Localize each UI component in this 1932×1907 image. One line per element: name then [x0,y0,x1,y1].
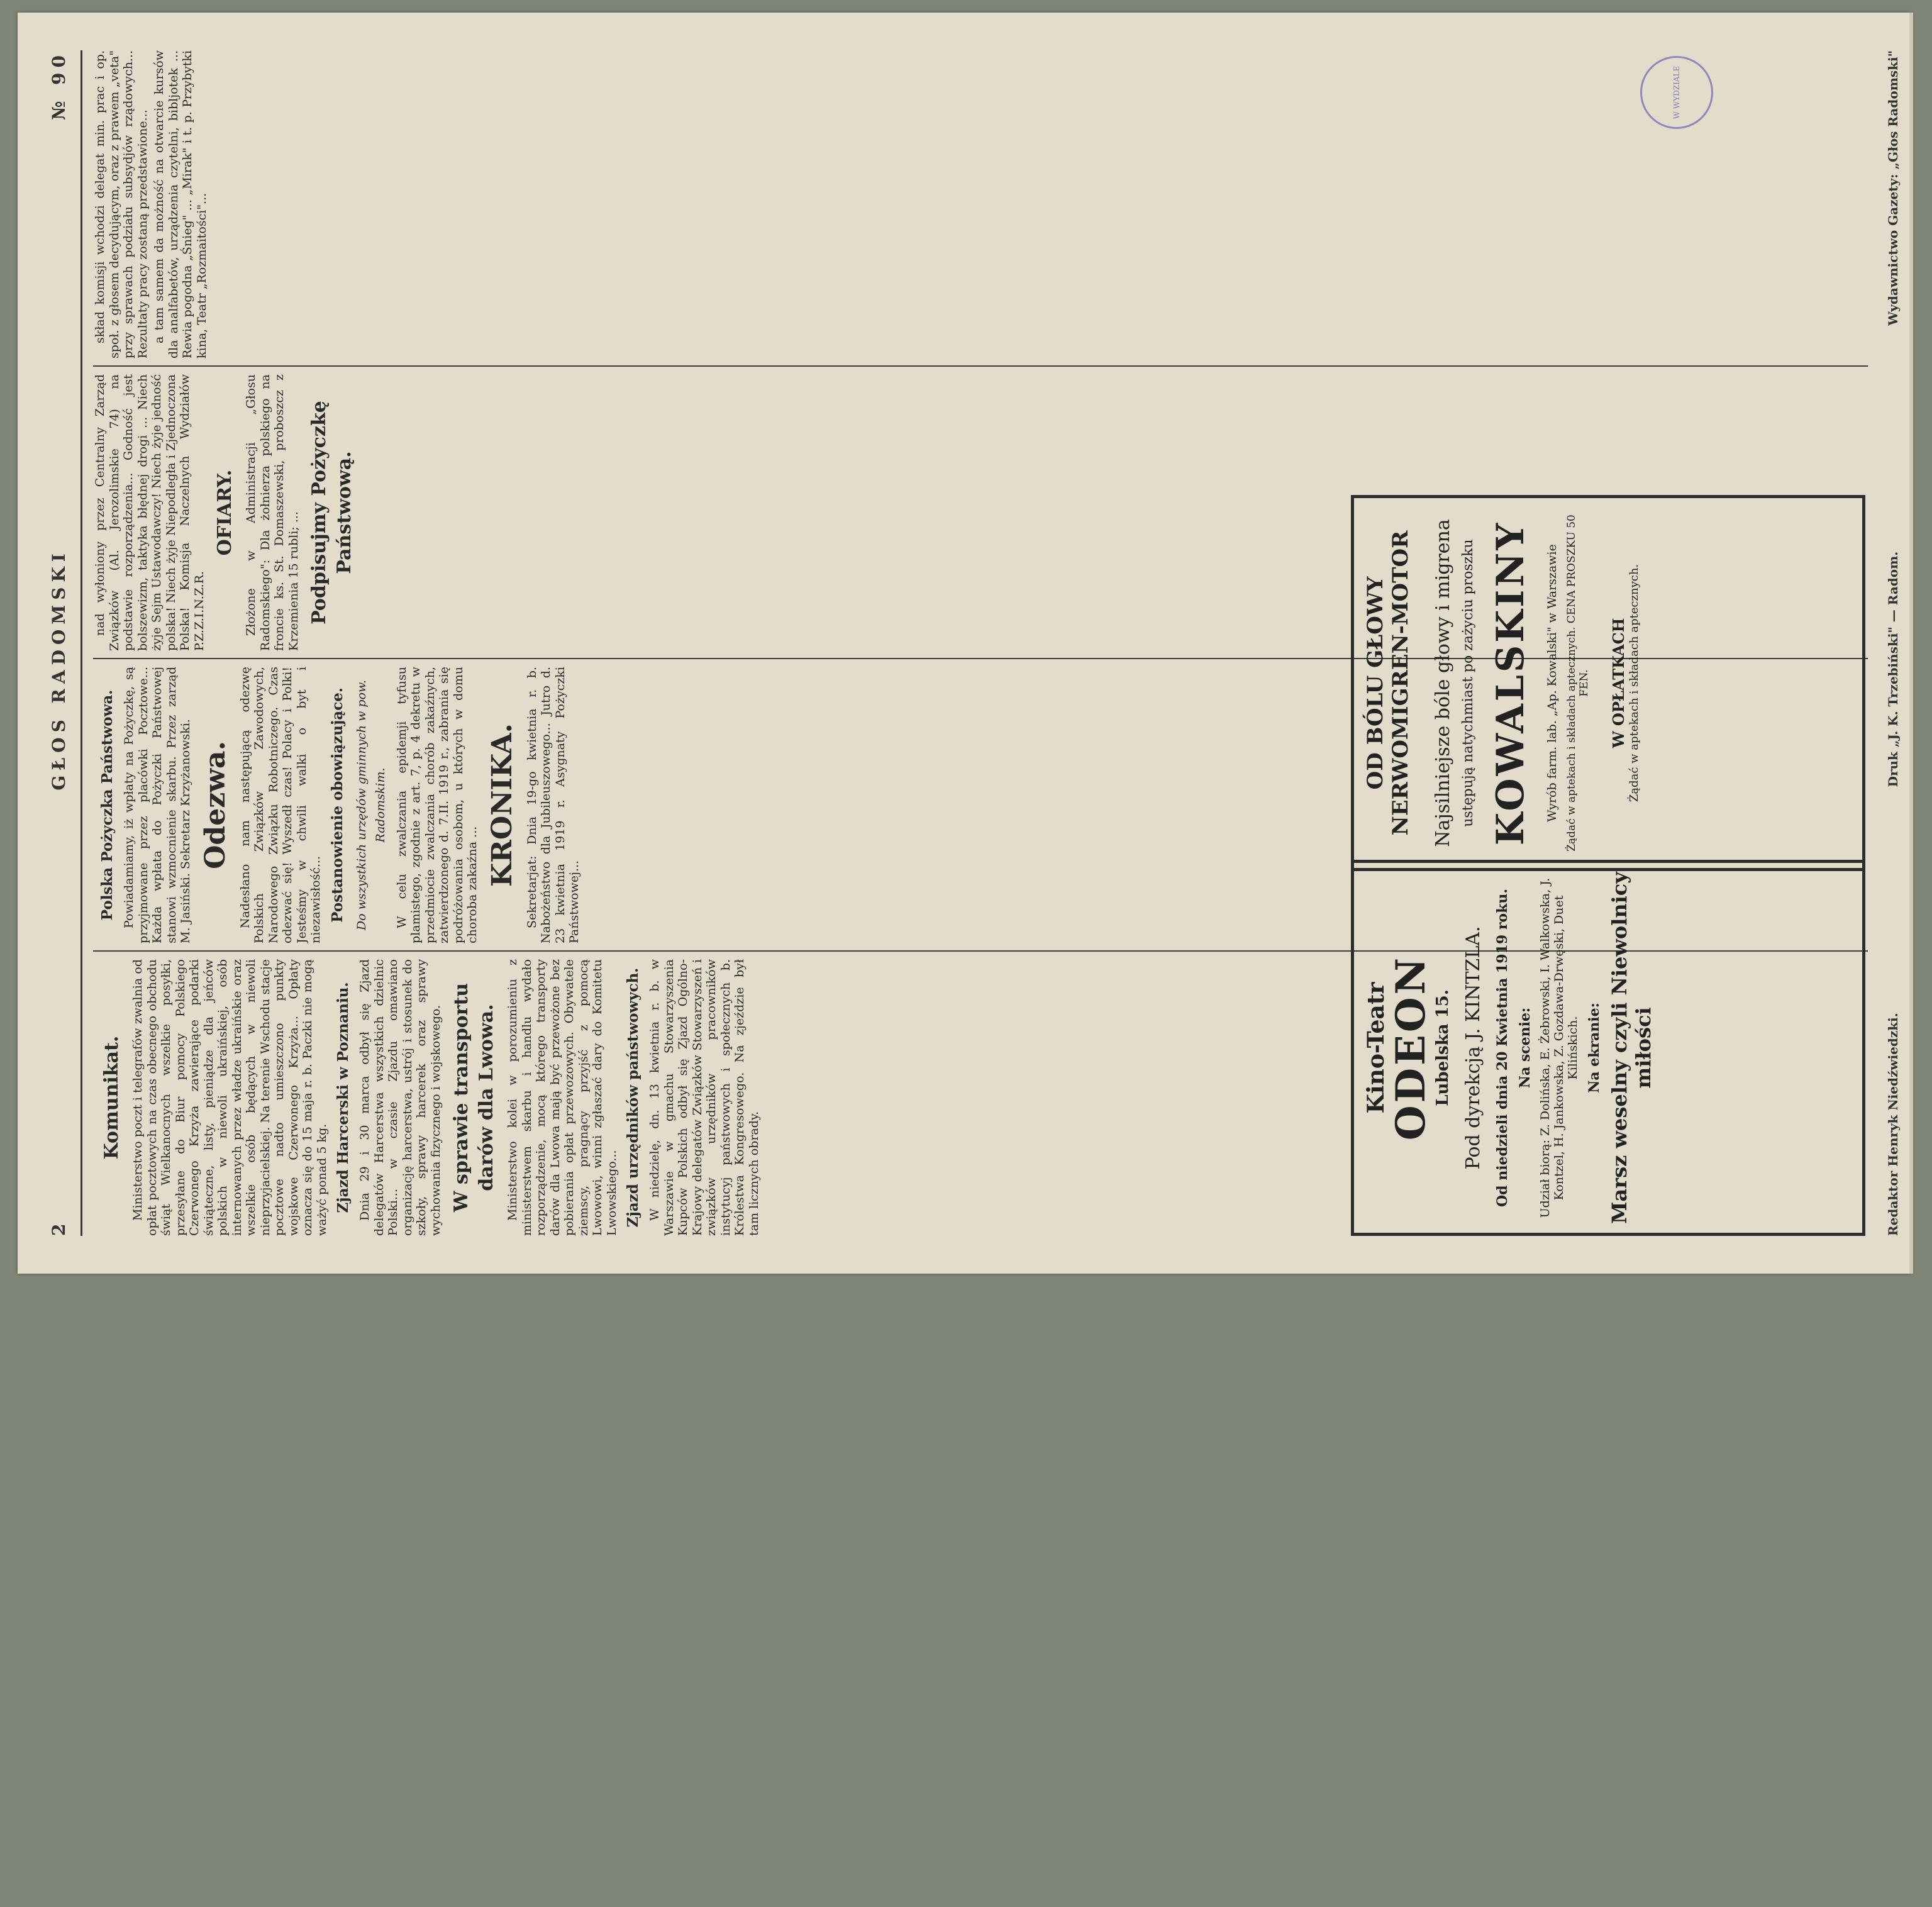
kowalskiny-line1: Najsilniejsze bóle głowy i migrena [1432,519,1454,847]
zjazd-harcerski-text: Dnia 29 i 30 marca odbył się Zjazd delegatów Harcerstwa wszystkich dzielnic Polski... w czasie Zjazdu omawiano organizację harcerstwa, ustrój i stosunek do szkoły, sprawy harcerek oraz sprawy wychowania fizycznego i wojskowego. [358,959,443,1236]
kowalskiny-name: KOWALSKINY [1489,520,1533,846]
masthead-rule [80,50,82,1236]
page-number: 2 [48,1218,69,1236]
footer-print: Druk „J. K. Trzebiński" — Radom. [1885,551,1901,787]
column-divider [93,365,1868,367]
footer-publisher: Wydawnictwo Gazety: „Głos Radomski" [1885,50,1901,326]
library-stamp: W WYDZIALE [1640,56,1713,129]
masthead [43,50,74,1236]
odeon-film: Marsz weselny czyli Niewolnicy miłości [1607,872,1655,1224]
komunikat-heading-main: Komunikat. [101,1035,123,1160]
ofiary-text: Złożone w Administracji „Głosu Radomskiego": Dla żołnierza polskiego na froncie ks. St. Domaszewski, proboszcz z Krzemienia 15 rubli; ... [244,374,301,651]
col4-text: skład komisji wchodzi delegat min. prac i op. społ. z głosem decydującym, oraz z prawem „veta" przy sprawach podziału subsydjów rządowych... Rezultaty pracy zostaną przedstawione... [93,50,150,359]
newspaper-page [18,13,1912,1274]
odeon-name: ODEON [1387,955,1435,1141]
postanowienie-heading: Postanowienie obowiązujące. [328,687,346,923]
stage-label: Na scenie: [1517,1007,1533,1089]
odezwa-heading: Odezwa. [199,741,231,869]
komunikat-text: Ministerstwo poczt i telegrafów zwalnia od opłat pocztowych na czas obecnego obchodu świąt Wielkanocnych wszelkie posyłki, przesyłane do Biur pomocy Polskiego Czerwonego Krzyża zawierające podarki świąteczne, listy, pieniądze dla jeńców polskich w niewoli ukraińskiej, osób internowanych przez władze ukraińskie oraz wszelkie osób będących w niewoli nieprzyjacielskiej. Na terenie Wschodu stacje pocztowe nadto umieszczono punkty wojskowe Czerwonego Krzyża... Opłaty oznacza się do 15 maja r. b. Paczki nie mogą ważyć ponad 5 kg. [131,959,329,1236]
podpisujmy-heading: Podpisujmy Pożyczkę Państwową. [308,401,355,625]
kino-teatr-label: Kino-Teatr [1363,982,1389,1114]
postanowienie-text: W celu zwalczania epidemji tyfusu plamistego, zgodnie z art. 7, p. 4 dekretu w przedmiocie zwalczania chorób zakaźnych, zatwierdzonego d. 7.II. 1919 r., zabrania się podróżowania osobom, u których w domu choroba zakaźna ... [394,667,479,943]
column-4 [93,50,1868,359]
footer-editor: Redaktor Henryk Niedźwiedzki. [1885,1013,1901,1236]
screen-label: Na ekranie: [1586,1003,1602,1093]
kowalskiny-ad [1351,495,1865,871]
postanowienie-subheading: Do wszystkich urzędów gminnych w pow. Radomskim. [354,679,387,931]
zjazd-urzednikow-text: W niedzielę, dn. 13 kwietnia r. b. w Warszawie w gmachu Stowarzyszenia Kupców Polskich odbył się Zjazd Ogólno-Krajowy delegatów Związków Stowarzyszeń i związków urzędników pracowników instytucyj państwowych i społecznych b. Królestwa Kongresowego. Na zjeździe był tam licznych obrady. [648,959,761,1236]
footer [1885,50,1901,1236]
odeon-ad [1351,860,1865,1236]
kowalskiny-line2: ustępują natychmiast po zażyciu proszku [1460,539,1476,827]
odeon-date: Od niedzieli dnia 20 Kwietnia 1919 roku. [1494,889,1511,1207]
col3-text: nad wyłoniony przez Centralny Zarząd Związków (Al. Jerozolimskie 74) na podstawie rozporządzenia... Godność jest bolszewizm, taktyka błędnej drogi ... Niech żyje Sejm Ustawodawczy! Niech żyje jedność polska! Niech żyje Niepodległa i Zjednoczona Polska! Komisja Naczelnych Wydziałów P.Z.Z.I.N.Z.R. [93,374,206,651]
issue-number: № 90 [48,50,69,121]
odeon-cast: Udział biorą: Z. Dolińska, E. Żebrowski, I. Walkowska, J. Kontzel, H. Jankowska, Z. Gozdawa-Drwęski, Duet Kilińskich. [1538,877,1580,1218]
col4-text2: a tam samem da możność na otwarcie kursów dla analfabetów, urządzenia czytelni, bibljotek ... Rewia pogodna „Śnieg" ... „Mirak" i t. p. Przybytki kina, Teatr „Rozmaitości"... [152,50,209,359]
oplatki-heading: W OPŁATKACH [1609,618,1628,748]
transport-text: Ministerstwo kolei w porozumieniu z ministerstwem skarbu i handlu wydało rozporządzenie, mocą którego transporty darów dla Lwowa mają być przewożone bez pobierania opłat przewozowych. Obywatele ziemscy, pragnący przyjść z pomocą Lwowowi, winni zgłaszać dary do Komitetu Lwowskiego... [506,959,619,1236]
oplatki-text: Żądać w aptekach i składach aptecznych. [1628,564,1641,803]
newspaper-title: GŁOS RADOMSKI [48,548,69,791]
kronika-text: Sekretarjat: Dnia 19-go kwietnia r. b. Nabożeństwo dla Jubileuszowego... Jutro d. 23 kwietnia 1919 r. Asygnaty Pożyczki Państwowej... [525,667,581,943]
zjazd-urzednikow-heading: Zjazd urzędników państwowych. [625,967,641,1228]
newspaper-sheet [18,13,1912,1274]
nerwomigren-title: OD BÓLU GŁOWY NERWOMIGREN-MOTOR [1363,530,1413,836]
pozyczka-text: Powiadamiamy, iż wpłaty na Pożyczkę, są przyjmowane przez placówki Pocztowe... Każda wpłata do Pożyczki Państwowej stanowi wzmocnienie skarbu. Przez zarząd M. Jasiński. Sekretarz Krzyżanowski. [122,667,192,943]
kronika-heading: KRONIKA. [486,723,518,887]
kowalskiny-note: Żądać w aptekach i składach aptecznych. CENA PROSZKU 50 FEN. [1565,514,1591,852]
zjazd-harcerski-heading: Zjazd Harcerski w Poznaniu. [335,982,352,1213]
odezwa-text: Nadesłano nam następującą odezwę Polskich Związków Zawodowych, Narodowego Związku Robotniczego. Czas odezwać się! Wyszedł czas! Polacy i Polki! Jesteśmy w chwili walki o byt i niezawisłość... [238,667,323,943]
transport-heading: W sprawie transportu darów dla Lwowa. [450,982,497,1213]
ofiary-heading: OFIARY. [214,469,236,556]
pozyczka-heading: Polska Pożyczka Państwowa. [99,689,116,921]
rotated-layer [48,13,1912,1907]
kowalskiny-maker: Wyrób farm. lab. „Ap. Kowalski" w Warszawie [1545,544,1559,822]
odeon-address: Lubelska 15. [1433,989,1452,1106]
odeon-direction: Pod dyrekcją J. KINTZLA. [1462,926,1484,1170]
